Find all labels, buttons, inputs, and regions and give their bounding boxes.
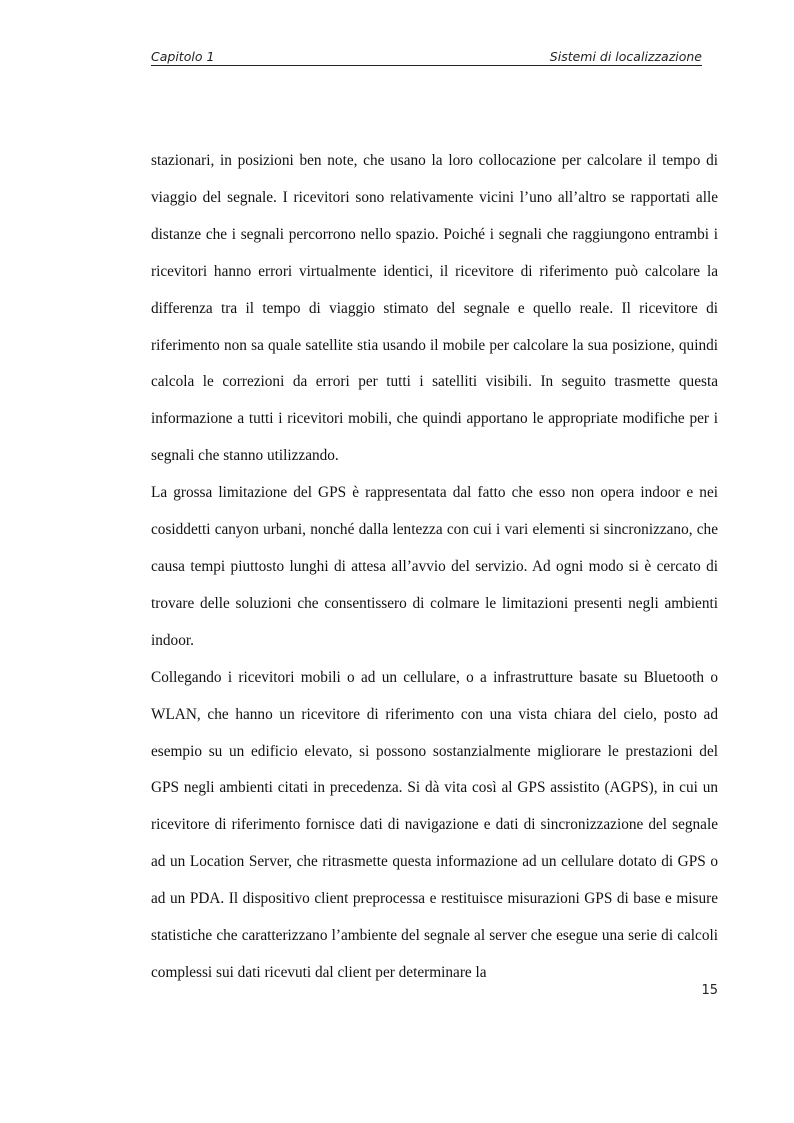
paragraph-2: La grossa limitazione del GPS è rappresentata dal fatto che esso non opera indoor e nei cosiddetti canyon urbani, nonché dalla lentezza con cui i vari elementi si sincronizzano, che causa tempi piuttosto lunghi di attesa all’avvio del servizio. Ad ogni modo si è cercato di trovare delle soluzioni che consentissero di colmare le limitazioni presenti negli ambienti indoor. xyxy=(151,484,718,649)
section-title: Sistemi di localizzazione xyxy=(549,49,702,64)
paragraph-1: stazionari, in posizioni ben note, che usano la loro collocazione per calcolare il tempo di viaggio del segnale. I ricevitori sono relativamente vicini l’uno all’altro se rapportati alle distanze che i segnali percorrono nello spazio. Poiché i segnali che raggiungono entrambi i ricevitori hanno errori virtualmente identici, il ricevitore di riferimento può calcolare la differenza tra il tempo di viaggio stimato del segnale e quello reale. Il ricevitore di riferimento non sa quale satellite stia usando il mobile per calcolare la sua posizione, quindi calcola le correzioni da errori per tutti i satelliti visibili. In seguito trasmette questa informazione a tutti i ricevitori mobili, che quindi apportano le appropriate modifiche per i segnali che stanno utilizzando. xyxy=(151,152,718,465)
body-text xyxy=(151,143,718,992)
page-number: 15 xyxy=(701,983,718,998)
paragraph-3: Collegando i ricevitori mobili o ad un cellulare, o a infrastrutture basate su Bluetooth o WLAN, che hanno un ricevitore di riferimento con una vista chiara del cielo, posto ad esempio su un edificio elevato, si possono sostanzialmente migliorare le prestazioni del GPS negli ambienti citati in precedenza. Si dà vita così al GPS assistito (AGPS), in cui un ricevitore di riferimento fornisce dati di navigazione e dati di sincronizzazione del segnale ad un Location Server, che ritrasmette questa informazione ad un cellulare dotato di GPS o ad un PDA. Il dispositivo client preprocessa e restituisce misurazioni GPS di base e misure statistiche che caratterizzano l’ambiente del segnale al server che esegue una serie di calcoli complessi sui dati ricevuti dal client per determinare la xyxy=(151,668,718,981)
chapter-title: Capitolo 1 xyxy=(151,49,215,64)
page-header xyxy=(151,49,702,66)
